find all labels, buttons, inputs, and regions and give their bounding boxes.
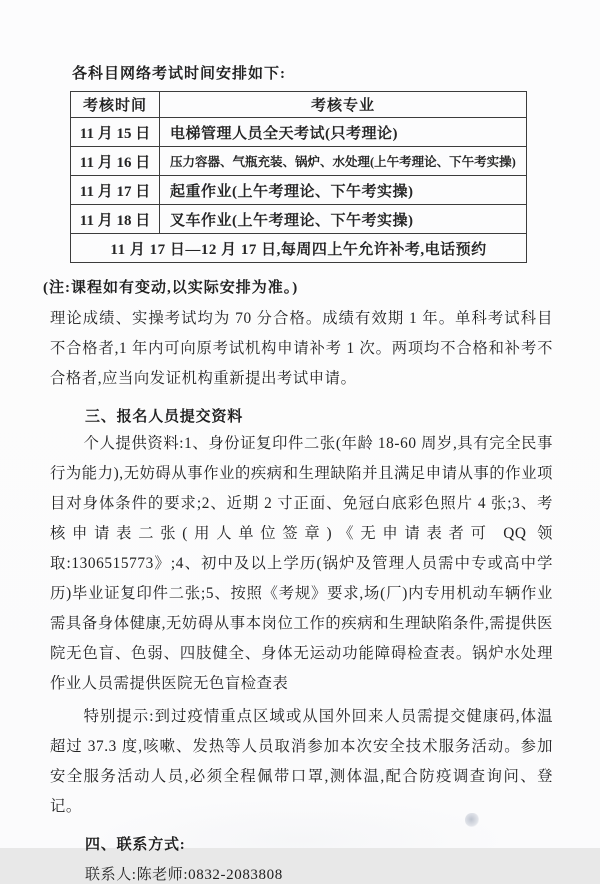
exam-date: 11 月 15 日 xyxy=(71,118,160,147)
passing-rules-paragraph: 理论成绩、实操考试均为 70 分合格。成绩有效期 1 年。单科考试科目不合格者,1 年内可向原考试机构申请补考 1 次。两项均不合格和补考不合格者,应当向发证机构重新提出考试申请。 xyxy=(50,310,553,387)
materials-paragraph: 个人提供资料:1、身份证复印件二张(年龄 18-60 周岁,具有完全民事行为能力),无妨碍从事作业的疾病和生理缺陷并且满足申请从事的作业项目对身体条件的要求;2、近期 2 寸正面、免冠白底彩色照片 4 张;3、考核申请表二张(用人单位签章)《无申请表者可 QQ 领取:1306515773》;4、初中及以上学历(锅炉及管理人员需中专或高中学历)毕业证复印件二张;5、按照《考规》要求,场(厂)内专用机动车辆作业需具备身体健康,无妨碍从事本岗位工作的疾病和生理缺陷条件,需提供医院无色盲、色弱、四肢健全、身体无运动功能障碍检查表。锅炉水处理作业人员需提供医院无色盲检查表 xyxy=(50,435,553,692)
exam-subject: 电梯管理人员全天考试(只考理论) xyxy=(160,118,527,147)
section3-heading: 三、报名人员提交资料 xyxy=(85,409,244,425)
exam-subject: 起重作业(上午考理论、下午考实操) xyxy=(160,176,527,205)
table-header-time: 考核时间 xyxy=(71,92,160,118)
exam-schedule-table xyxy=(70,91,527,263)
exam-date: 11 月 16 日 xyxy=(71,147,160,176)
table-row xyxy=(71,205,527,234)
exam-subject: 叉车作业(上午考理论、下午考实操) xyxy=(160,205,527,234)
table-row xyxy=(71,176,527,205)
makeup-exam-note: 11 月 17 日—12 月 17 日,每周四上午允许补考,电话预约 xyxy=(71,234,527,263)
table-row xyxy=(71,118,527,147)
exam-date: 11 月 18 日 xyxy=(71,205,160,234)
table-footer-row xyxy=(71,234,527,263)
section4-heading: 四、联系方式: xyxy=(85,837,186,853)
exam-subject: 压力容器、气瓶充装、锅炉、水处理(上午考理论、下午考实操) xyxy=(160,147,527,176)
document-content xyxy=(43,62,553,884)
exam-date: 11 月 17 日 xyxy=(71,176,160,205)
contact-line: 联系人:陈老师:0832-2083808 xyxy=(85,867,283,883)
table-header-row xyxy=(71,92,527,118)
intro-heading: 各科目网络考试时间安排如下: xyxy=(72,66,286,82)
table-row xyxy=(71,147,527,176)
table-header-subject: 考核专业 xyxy=(160,92,527,118)
covid-notice-paragraph: 特别提示:到过疫情重点区域或从国外回来人员需提交健康码,体温超过 37.3 度,咳嗽、发热等人员取消参加本次安全技术服务活动。参加安全服务活动人员,必须全程佩带口罩,测体温,配合防疫调查询问、登记。 xyxy=(50,708,553,815)
schedule-change-note: (注:课程如有变动,以实际安排为准。) xyxy=(43,280,299,296)
